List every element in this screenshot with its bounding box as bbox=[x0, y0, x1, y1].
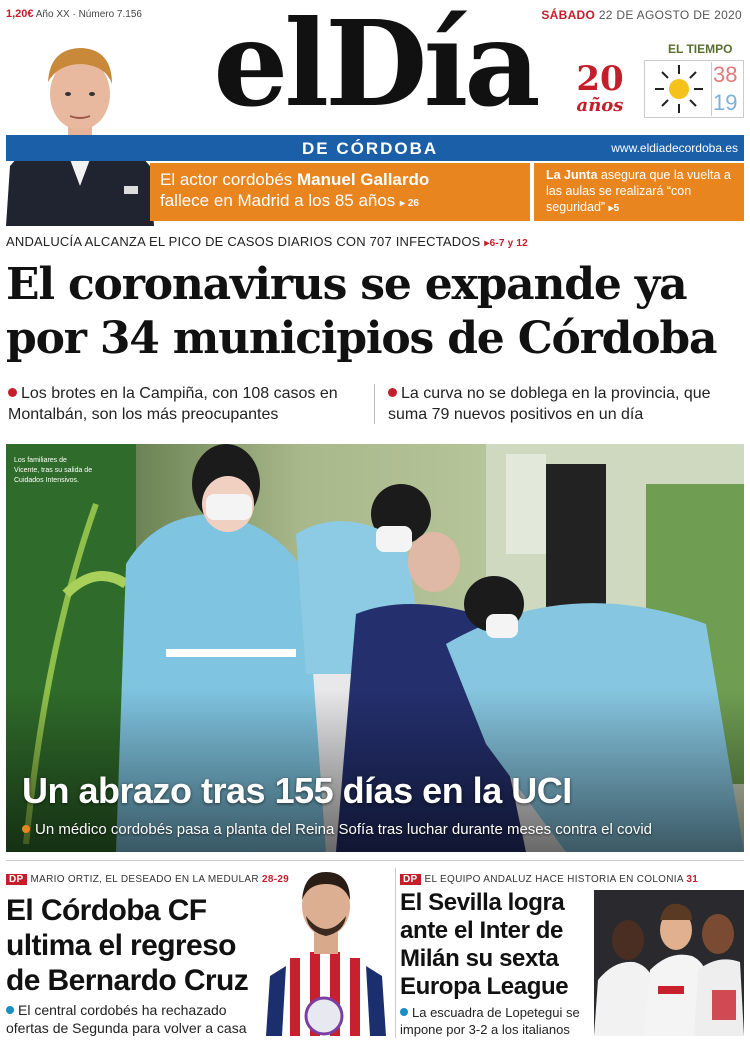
headline-kicker bbox=[6, 234, 528, 249]
bullet-dot-icon bbox=[388, 388, 397, 397]
sport-left-subtitle bbox=[6, 1001, 261, 1037]
main-headline[interactable] bbox=[6, 258, 746, 366]
bullet-left-text: Los brotes en la Campiña, con 108 casos en Montalbán, son los más preocupantes bbox=[8, 385, 338, 423]
kicker-ref: ▸6-7 y 12 bbox=[484, 238, 528, 249]
sport-left-headline[interactable]: El Córdoba CF ultima el regreso de Bernardo Cruz bbox=[6, 894, 249, 997]
teaser2-bold: La Junta bbox=[546, 168, 598, 182]
anniversary-badge bbox=[565, 59, 635, 122]
section-bar bbox=[6, 135, 744, 161]
bullet-right-text: La curva no se doblega en la provincia, que suma 79 nuevos positivos en un día bbox=[388, 385, 711, 423]
bullet-dot-icon bbox=[6, 1006, 14, 1014]
bullet-dot-icon bbox=[22, 825, 30, 833]
temp-low: 19 bbox=[713, 90, 738, 115]
masthead-logo[interactable]: elDía bbox=[213, 0, 537, 133]
bullet-right bbox=[388, 383, 748, 425]
teaser-gallardo[interactable] bbox=[150, 163, 530, 221]
teaser2-ref: ▸5 bbox=[608, 203, 620, 214]
sport-right-subtitle bbox=[400, 1004, 590, 1038]
bullet-dot-icon bbox=[8, 388, 17, 397]
sport-right-ref: 31 bbox=[686, 874, 699, 885]
sport-right-headline[interactable]: El Sevilla logra ante el Inter de Milán su sexta Europa League bbox=[400, 889, 569, 1000]
section-label: DE CÓRDOBA bbox=[302, 139, 439, 158]
sport-left-kicker-text: MARIO ORTIZ, EL DESEADO EN LA MEDULAR bbox=[30, 874, 259, 885]
sport-right-kicker bbox=[400, 874, 698, 885]
photo-subtitle bbox=[22, 821, 652, 838]
sport-left-kicker bbox=[6, 874, 289, 885]
photo-title[interactable]: Un abrazo tras 155 días en la UCI bbox=[22, 770, 572, 811]
bullet-dot-icon bbox=[400, 1008, 408, 1016]
photo-subtitle-text: Un médico cordobés pasa a planta del Reina Sofía tras luchar durante meses contra el covid bbox=[35, 821, 653, 838]
kicker-text: ANDALUCÍA ALCANZA EL PICO DE CASOS DIARIOS CON 707 INFECTADOS bbox=[6, 234, 481, 249]
anniversary-number: 20 bbox=[576, 59, 624, 99]
portrait-photo[interactable] bbox=[6, 36, 154, 226]
headline-line2: por 34 municipios de Córdoba bbox=[6, 313, 717, 364]
teaser1-ref: ▸ 26 bbox=[400, 198, 419, 209]
teaser-junta[interactable] bbox=[534, 163, 744, 221]
teaser1-bold: Manuel Gallardo bbox=[297, 170, 430, 189]
weather-title: EL TIEMPO bbox=[668, 42, 733, 56]
bullet-divider bbox=[374, 384, 375, 424]
sun-icon bbox=[649, 61, 709, 117]
issue-info: 1,20€ Año XX · Número 7.156 bbox=[6, 8, 142, 20]
sport-right-subtitle-text: La escuadra de Lopetegui se impone por 3-2 a los italianos bbox=[400, 1005, 580, 1037]
sport-right-kicker-text: EL EQUIPO ANDALUZ HACE HISTORIA EN COLONIA bbox=[424, 874, 684, 885]
sevilla-photo[interactable] bbox=[594, 890, 744, 1036]
sport-left-subtitle-text: El central cordobés ha rechazado ofertas de Segunda para volver a casa bbox=[6, 1002, 247, 1036]
price: 1,20€ bbox=[6, 8, 34, 20]
issue-number: Número 7.156 bbox=[78, 9, 142, 20]
teaser2-rest: asegura que la vuelta a las aulas se realizará “con seguridad” bbox=[546, 168, 731, 214]
section-divider bbox=[6, 860, 744, 861]
date-rest: 22 DE AGOSTO DE 2020 bbox=[598, 8, 742, 22]
teaser1-post: fallece en Madrid a los 85 años bbox=[160, 191, 396, 210]
date-day: SÁBADO bbox=[541, 8, 596, 22]
player-photo[interactable] bbox=[260, 866, 392, 1036]
dp-tag: DP bbox=[6, 874, 27, 885]
teaser1-pre: El actor cordobés bbox=[160, 170, 298, 189]
anniversary-anos: años bbox=[576, 95, 624, 116]
dp-tag: DP bbox=[400, 874, 421, 885]
year: Año XX bbox=[35, 9, 70, 20]
sport-divider bbox=[395, 868, 396, 1038]
bullet-left bbox=[8, 383, 368, 425]
photo-caption: Los familiares de Vicente, tras su salida de Cuidados Intensivos. bbox=[14, 457, 93, 484]
site-url[interactable]: www.eldiadecordoba.es bbox=[611, 141, 738, 155]
headline-line1: El coronavirus se expande ya bbox=[6, 259, 687, 310]
date bbox=[541, 8, 742, 22]
temp-high: 38 bbox=[713, 62, 738, 87]
sport-left-ref: 28-29 bbox=[261, 874, 290, 885]
